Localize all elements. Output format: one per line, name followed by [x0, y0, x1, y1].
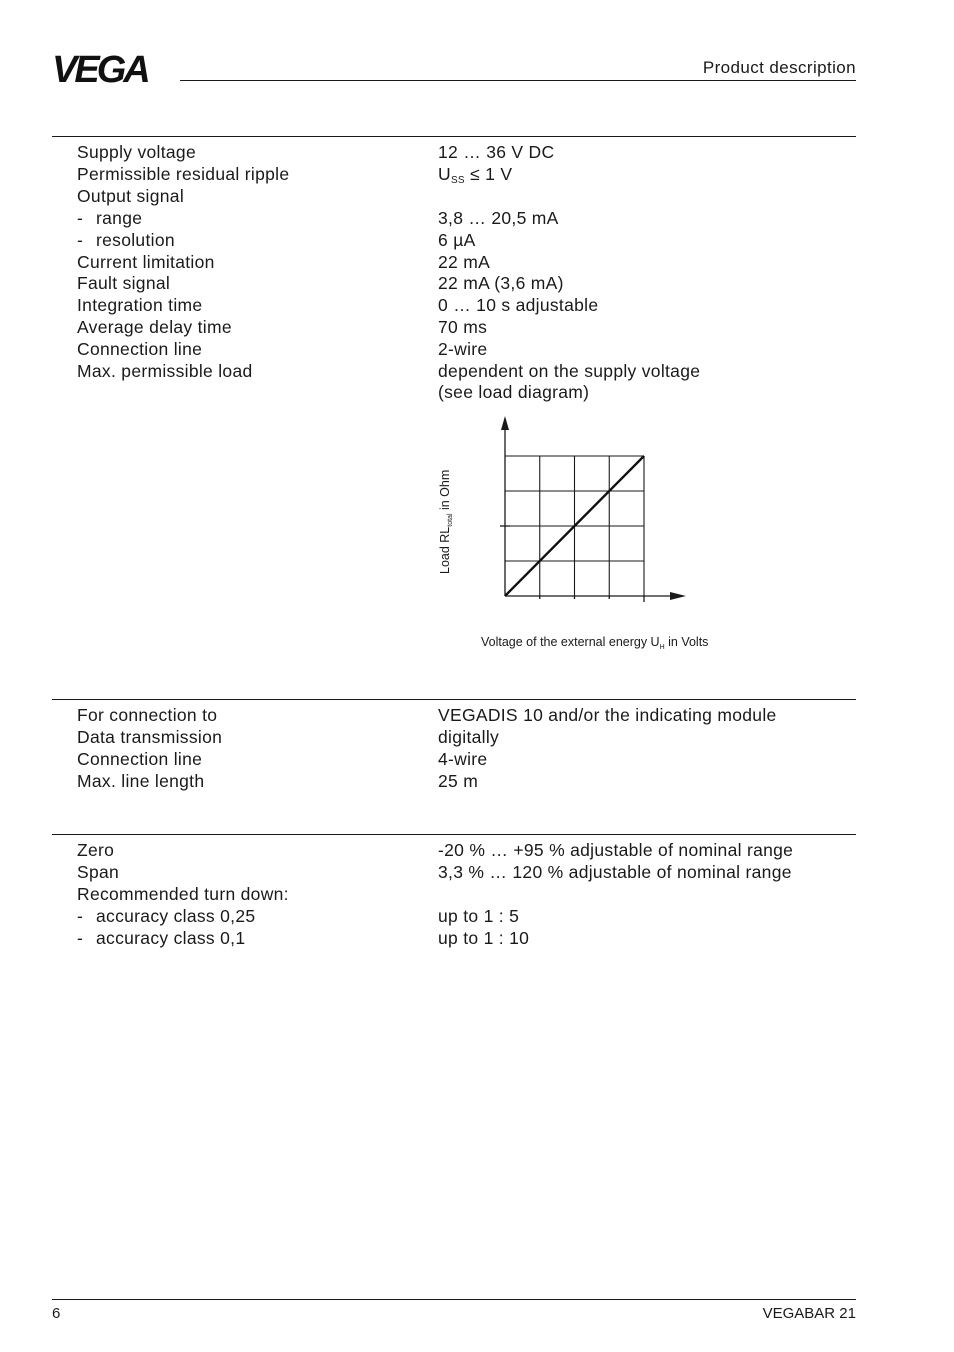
list-dash: -	[77, 208, 84, 228]
page-number: 6	[52, 1305, 61, 1322]
spec-value: 3,3 % … 120 % adjustable of nominal range	[438, 862, 792, 882]
vega-logo	[52, 50, 172, 86]
spec-value: 0 … 10 s adjustable	[438, 295, 599, 315]
spec-label: Recommended turn down:	[77, 884, 289, 904]
spec-value: up to 1 : 5	[438, 906, 520, 926]
spec-label: Fault signal	[77, 273, 171, 293]
list-dash: -	[77, 230, 84, 250]
spec-label: accuracy class 0,1	[96, 928, 246, 948]
spec-value: up to 1 : 10	[438, 928, 530, 948]
product-name: VEGABAR 21	[762, 1305, 856, 1322]
spec-value: 12 … 36 V DC	[438, 142, 555, 162]
x-axis-label: Voltage of the external energy $U_H$ in Volts	[481, 635, 709, 651]
y-axis-arrow	[501, 416, 509, 430]
list-dash: -	[77, 928, 84, 948]
spec-value: 70 ms	[438, 317, 488, 337]
spec-label: Current limitation	[77, 252, 215, 272]
spec-label: Max. permissible load	[77, 361, 253, 381]
spec-label: Data transmission	[77, 727, 223, 747]
spec-label: accuracy class 0,25	[96, 906, 256, 926]
spec-value: 22 mA (3,6 mA)	[438, 273, 564, 293]
spec-label: Span	[77, 862, 120, 882]
spec-label: Zero	[77, 840, 115, 860]
spec-value: 3,8 … 20,5 mA	[438, 208, 559, 228]
spec-label: Connection line	[77, 339, 203, 359]
spec-label: Permissible residual ripple	[77, 164, 290, 184]
spec-label: Output signal	[77, 186, 185, 206]
section2-rule	[52, 699, 856, 700]
header-rule	[180, 80, 856, 81]
list-dash: -	[77, 906, 84, 926]
spec-value: $U_{SS} \le 1$ V	[438, 164, 513, 186]
spec-value: 22 mA	[438, 252, 491, 272]
spec-label: resolution	[96, 230, 175, 250]
footer-rule	[52, 1299, 856, 1300]
logo-text: VEGA	[52, 50, 148, 86]
section3-rule	[52, 834, 856, 835]
spec-value: 4-wire	[438, 749, 488, 769]
spec-label: For connection to	[77, 705, 218, 725]
spec-value: 6 µA	[438, 230, 476, 250]
spec-value: dependent on the supply voltage	[438, 361, 701, 381]
spec-label: Average delay time	[77, 317, 232, 337]
load-diagram	[430, 410, 750, 670]
spec-label: Supply voltage	[77, 142, 197, 162]
spec-value: (see load diagram)	[438, 382, 590, 402]
spec-value: 25 m	[438, 771, 479, 791]
spec-value: 2-wire	[438, 339, 488, 359]
spec-label: range	[96, 208, 143, 228]
section1-rule	[52, 136, 856, 137]
page-section-title: Product description	[702, 58, 856, 77]
spec-value: -20 % … +95 % adjustable of nominal range	[438, 840, 794, 860]
spec-value: digitally	[438, 727, 500, 747]
spec-label: Max. line length	[77, 771, 205, 791]
y-axis-label: Load $RL_{total}$ in Ohm	[438, 469, 454, 574]
spec-label: Integration time	[77, 295, 203, 315]
spec-label: Connection line	[77, 749, 203, 769]
x-axis-arrow	[670, 592, 686, 600]
spec-value: VEGADIS 10 and/or the indicating module	[438, 705, 777, 725]
